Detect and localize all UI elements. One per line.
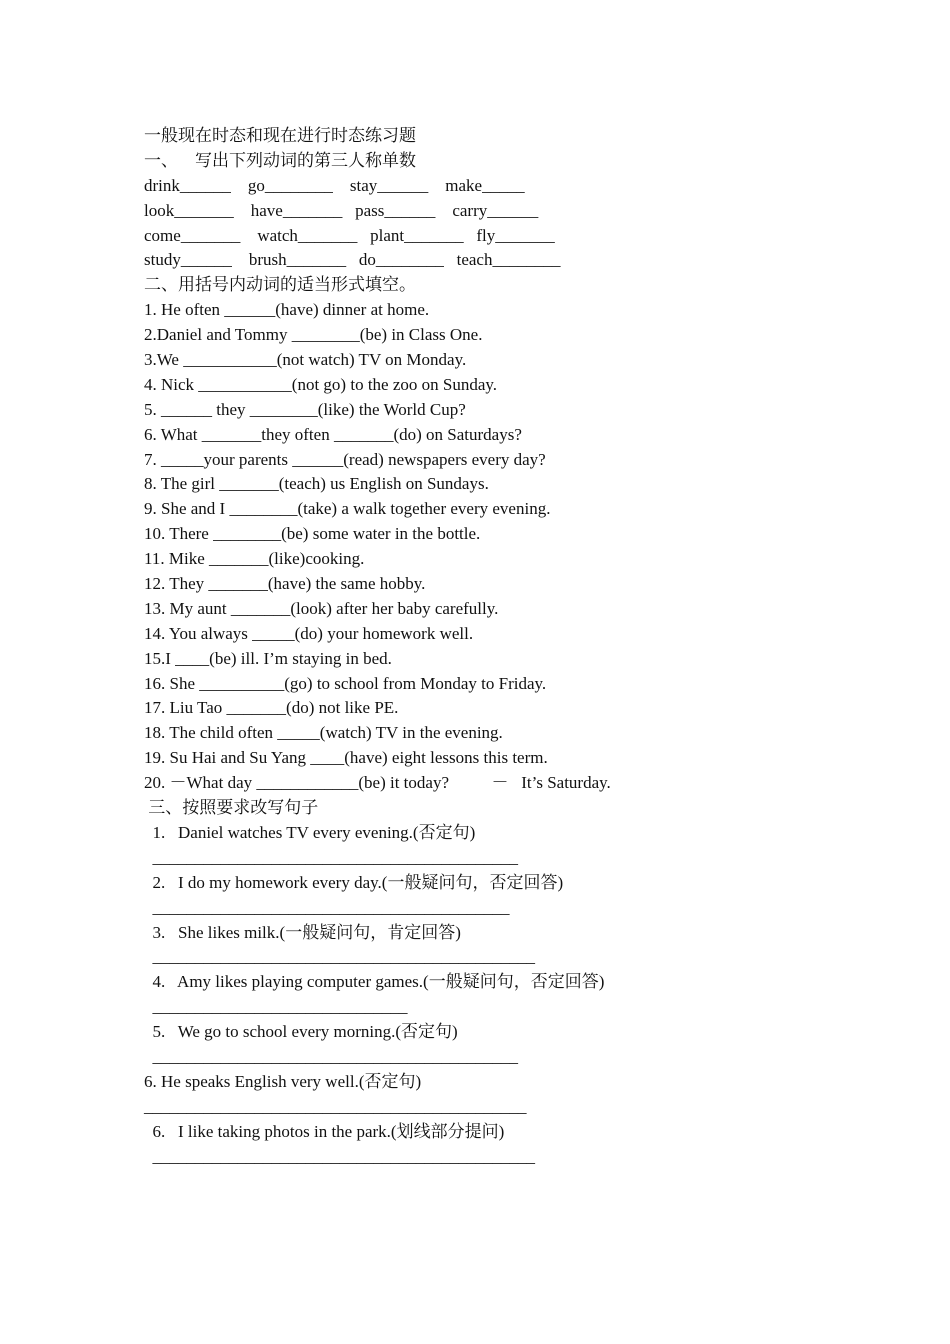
fill-blank-item: 5. ______ they ________(like) the World Cup? — [144, 399, 466, 419]
section3-heading: 三、按照要求改写句子 — [144, 798, 319, 818]
fill-blank-item: 6. What _______they often _______(do) on Saturdays? — [144, 424, 522, 444]
rewrite-prompt: 3. She likes milk.(一般疑问句，肯定回答) — [144, 922, 461, 942]
answer-blank: ______________________________ — [144, 997, 408, 1017]
verb-row: look_______ have_______ pass______ carry______ — [144, 200, 539, 220]
fill-blank-item: 19. Su Hai and Su Yang ____(have) eight lessons this term. — [144, 748, 548, 768]
section1-heading: 一、 写出下列动词的第三人称单数 — [144, 150, 416, 170]
fill-blank-item: 15.I ____(be) ill. I’m staying in bed. — [144, 648, 392, 668]
rewrite-prompt: 6. I like taking photos in the park.(划线部分提问) — [144, 1121, 505, 1141]
fill-blank-item: 13. My aunt _______(look) after her baby carefully. — [144, 598, 499, 618]
fill-blank-item: 4. Nick ___________(not go) to the zoo on Sunday. — [144, 374, 498, 394]
rewrite-prompt: 2. I do my homework every day.(一般疑问句，否定回答) — [144, 872, 564, 892]
verb-row: drink______ go________ stay______ make_____ — [144, 175, 525, 195]
worksheet-title: 一般现在时态和现在进行时态练习题 — [144, 126, 416, 145]
fill-blank-item: 14. You always _____(do) your homework well. — [144, 623, 474, 643]
verb-row: study______ brush_______ do________ teach________ — [144, 250, 561, 270]
verb-row: come_______ watch_______ plant_______ fly_______ — [144, 225, 555, 245]
rewrite-prompt: 1. Daniel watches TV every evening.(否定句) — [144, 822, 476, 842]
section2-heading: 二、用括号内动词的适当形式填空。 — [144, 275, 416, 295]
fill-blank-item: 12. They _______(have) the same hobby. — [144, 574, 426, 594]
answer-blank: _____________________________________________ — [144, 1096, 527, 1116]
answer-blank: _____________________________________________ — [144, 1146, 535, 1166]
fill-blank-item: 11. Mike _______(like)cooking. — [144, 549, 365, 569]
fill-blank-item: 7. _____your parents ______(read) newspapers every day? — [144, 449, 546, 469]
fill-blank-item: 10. There ________(be) some water in the bottle. — [144, 524, 481, 544]
fill-blank-item: 17. Liu Tao _______(do) not like PE. — [144, 698, 399, 718]
fill-blank-item: 20. －What day ____________(be) it today? － It’s Saturday. — [144, 773, 611, 793]
fill-blank-item: 16. She __________(go) to school from Monday to Friday. — [144, 673, 547, 693]
fill-blank-item: 2.Daniel and Tommy ________(be) in Class One. — [144, 325, 483, 345]
rewrite-prompt: 6. He speaks English very well.(否定句) — [144, 1071, 422, 1091]
answer-blank: ___________________________________________ — [144, 1046, 518, 1066]
answer-blank: _____________________________________________ — [144, 947, 535, 967]
fill-blank-item: 9. She and I ________(take) a walk together every evening. — [144, 499, 551, 519]
answer-blank: ___________________________________________ — [144, 847, 518, 867]
fill-blank-item: 1. He often ______(have) dinner at home. — [144, 300, 430, 320]
fill-blank-item: 8. The girl _______(teach) us English on Sundays. — [144, 474, 489, 494]
fill-blank-item: 18. The child often _____(watch) TV in the evening. — [144, 723, 503, 743]
worksheet-page — [144, 124, 844, 1169]
answer-blank: __________________________________________ — [144, 897, 510, 917]
fill-blank-item: 3.We ___________(not watch) TV on Monday. — [144, 350, 467, 370]
rewrite-prompt: 4. Amy likes playing computer games.(一般疑问句，否定回答) — [144, 972, 605, 992]
rewrite-prompt: 5. We go to school every morning.(否定句) — [144, 1022, 458, 1042]
